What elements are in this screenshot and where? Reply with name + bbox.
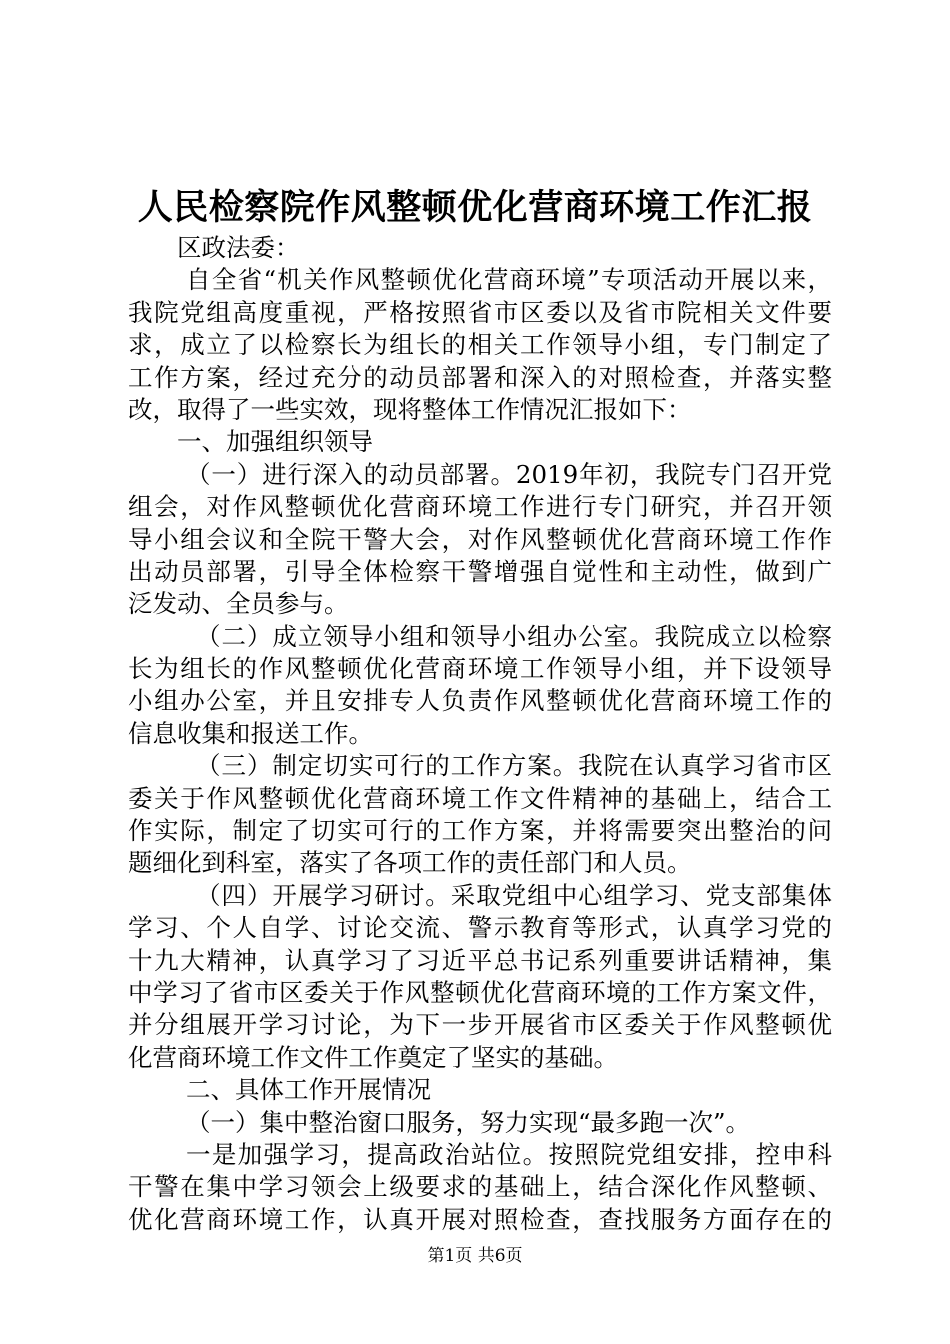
paragraph-line: 优化营商环境工作，认真开展对照检查，查找服务方面存在的 [128, 1204, 832, 1234]
subsection-heading: （一）集中整治窗口服务，努力实现“最多跑一次”。 [186, 1107, 751, 1137]
paragraph-line: （四）开展学习研讨。采取党组中心组学习、党支部集体 [196, 880, 832, 910]
paragraph-line: 求，成立了以检察长为组长的相关工作领导小组，专门制定了 [128, 330, 832, 360]
paragraph-line: 组会，对作风整顿优化营商环境工作进行专门研究，并召开领 [128, 492, 832, 522]
paragraph-line: （一）进行深入的动员部署。2019年初，我院专门召开党 [186, 459, 832, 489]
paragraph-line: 改，取得了一些实效，现将整体工作情况汇报如下： [128, 394, 692, 424]
section-heading: 一、加强组织领导 [177, 427, 373, 457]
paragraph-line: 出动员部署，引导全体检察干警增强自觉性和主动性，做到广 [128, 556, 832, 586]
paragraph-line: 学习、个人自学、讨论交流、警示教育等形式，认真学习党的 [128, 913, 832, 943]
paragraph-line: 干警在集中学习领会上级要求的基础上，结合深化作风整顿、 [128, 1172, 832, 1202]
paragraph-line: 泛发动、全员参与。 [128, 589, 349, 619]
paragraph-line: 我院党组高度重视，严格按照省市区委以及省市院相关文件要 [128, 297, 832, 327]
paragraph-line: 导小组会议和全院干警大会，对作风整顿优化营商环境工作作 [128, 524, 832, 554]
paragraph-line: 长为组长的作风整顿优化营商环境工作领导小组，并下设领导 [128, 654, 832, 684]
paragraph-line: 信息收集和报送工作。 [128, 718, 373, 748]
paragraph-line: 中学习了省市区委关于作风整顿优化营商环境的工作方案文件， [128, 977, 832, 1007]
paragraph-line: 一是加强学习，提高政治站位。按照院党组安排，控申科 [186, 1139, 832, 1169]
salutation: 区政法委： [177, 233, 300, 262]
paragraph-line: （二）成立领导小组和领导小组办公室。我院成立以检察 [196, 621, 832, 651]
paragraph-line: 十九大精神，认真学习了习近平总书记系列重要讲话精神，集 [128, 945, 832, 975]
paragraph-line: 化营商环境工作文件工作奠定了坚实的基础。 [128, 1042, 618, 1072]
page-footer: 第1页 共6页 [427, 1246, 523, 1266]
paragraph-line: 并分组展开学习讨论，为下一步开展省市区委关于作风整顿优 [128, 1010, 832, 1040]
paragraph-line: 题细化到科室，落实了各项工作的责任部门和人员。 [128, 848, 692, 878]
paragraph-line: 作实际，制定了切实可行的工作方案，并将需要突出整治的问 [128, 816, 832, 846]
paragraph-line: 自全省“机关作风整顿优化营商环境”专项活动开展以来， [186, 265, 832, 295]
document-title: 人民检察院作风整顿优化营商环境工作汇报 [137, 187, 813, 228]
paragraph-line: 小组办公室，并且安排专人负责作风整顿优化营商环境工作的 [128, 686, 832, 716]
paragraph-line: （三）制定切实可行的工作方案。我院在认真学习省市区 [196, 751, 832, 781]
paragraph-line: 工作方案，经过充分的动员部署和深入的对照检查，并落实整 [128, 362, 832, 392]
paragraph-line: 委关于作风整顿优化营商环境工作文件精神的基础上，结合工 [128, 783, 832, 813]
document-body [128, 232, 832, 1236]
section-heading: 二、具体工作开展情况 [186, 1075, 431, 1105]
